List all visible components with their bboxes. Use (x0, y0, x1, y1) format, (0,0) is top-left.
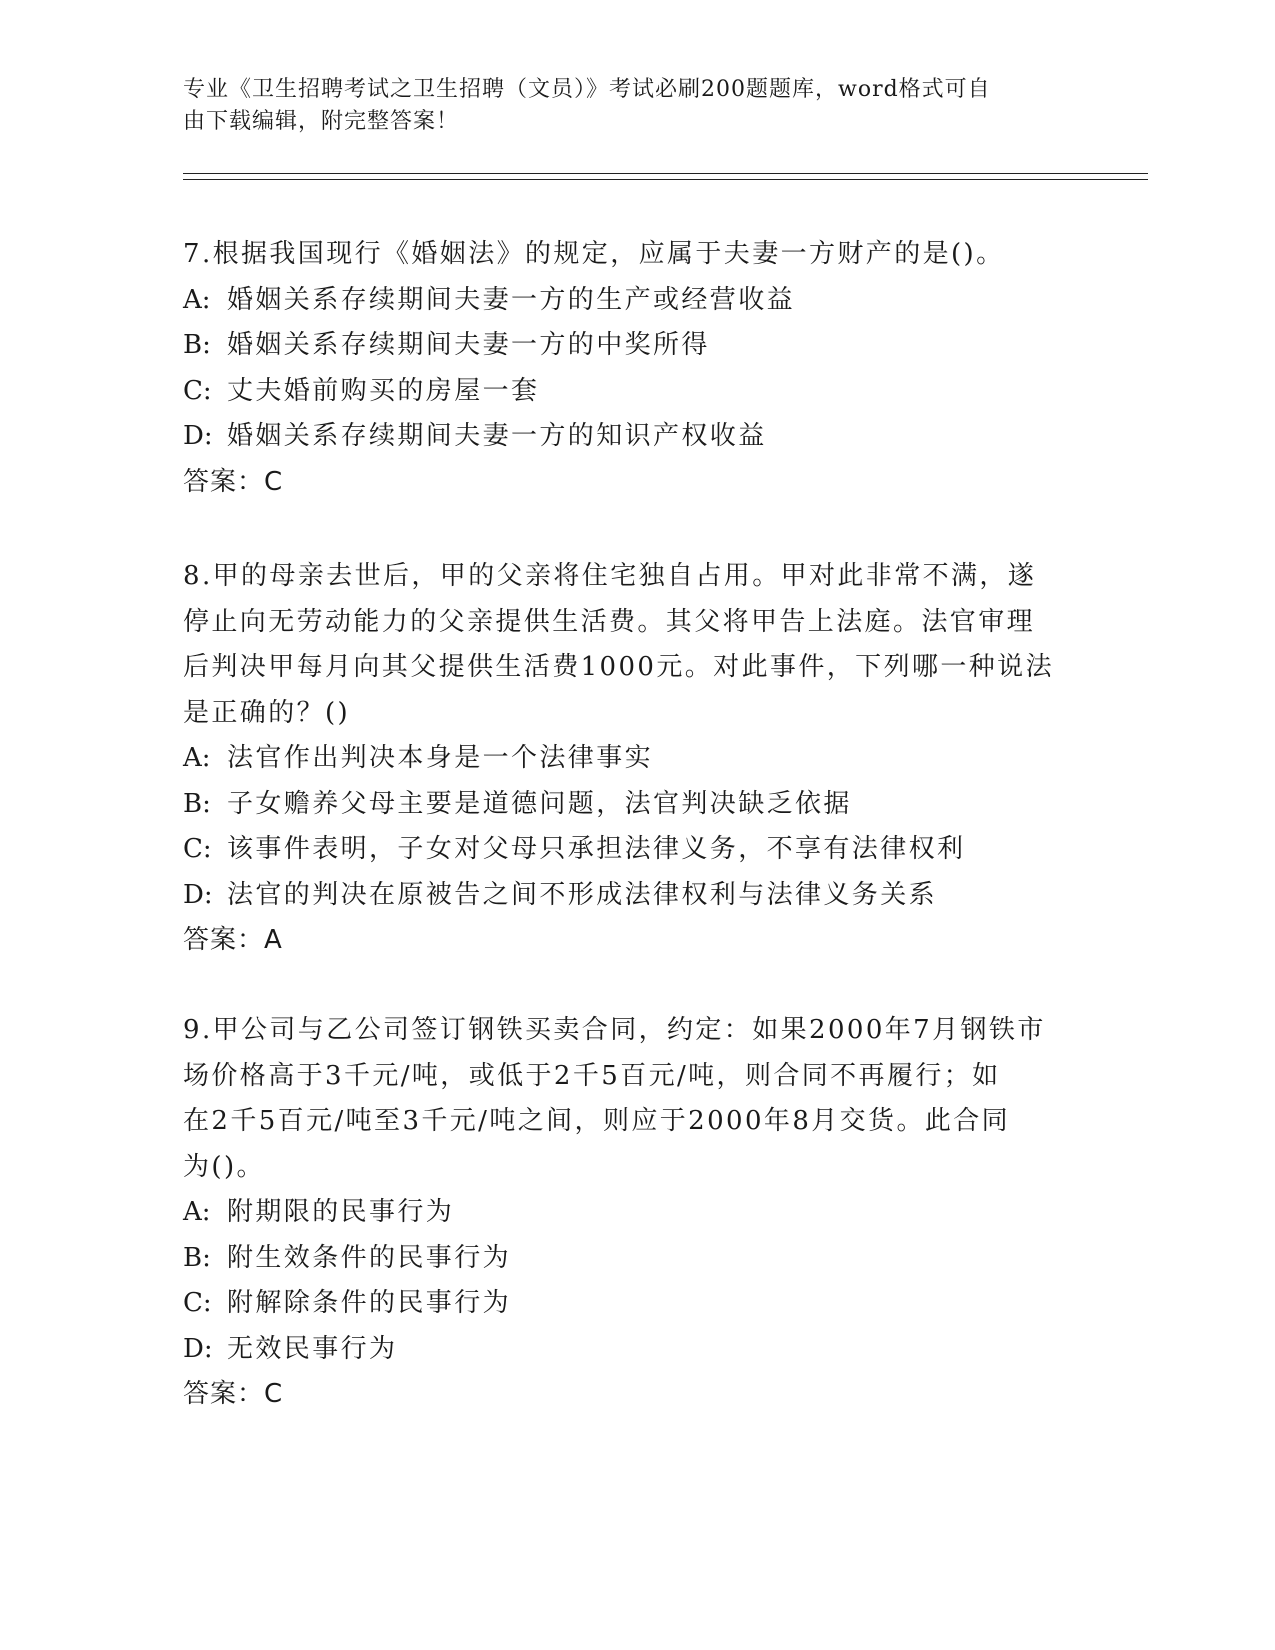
option-letter: D: (183, 879, 213, 910)
option-c (183, 827, 1063, 873)
option-letter: B: (183, 788, 211, 819)
option-text: 附生效条件的民事行为 (227, 1242, 512, 1273)
option-text: 法官的判决在原被告之间不形成法律权利与法律义务关系 (227, 879, 938, 910)
option-letter: C: (183, 834, 212, 864)
option-letter: C: (183, 1288, 212, 1318)
question-stem-line: 是正确的？() (183, 697, 351, 728)
option-letter: A: (183, 1197, 211, 1227)
option-c (183, 369, 1063, 415)
option-letter: B: (183, 1242, 211, 1273)
option-c (183, 1281, 1063, 1327)
option-text: 附解除条件的民事行为 (227, 1288, 512, 1318)
question-7 (183, 232, 1063, 505)
answer-line: 答案：C (183, 1379, 284, 1409)
option-text: 附期限的民事行为 (227, 1197, 455, 1227)
question-stem-line: 为()。 (183, 1151, 265, 1182)
header-line-1: 专业《卫生招聘考试之卫生招聘（文员）》考试必刷200题题库，word格式可自 (183, 77, 991, 102)
option-b (183, 1236, 1063, 1282)
answer-line: 答案：C (183, 466, 284, 497)
option-d (183, 873, 1063, 919)
option-text: 无效民事行为 (227, 1333, 398, 1364)
option-text: 法官作出判决本身是一个法律事实 (227, 743, 654, 773)
option-b (183, 323, 1063, 369)
header-line-2: 由下载编辑，附完整答案！ (183, 109, 460, 134)
option-a (183, 278, 1063, 324)
option-letter: A: (183, 284, 211, 315)
option-b (183, 782, 1063, 828)
question-stem-line: 7.根据我国现行《婚姻法》的规定，应属于夫妻一方财产的是()。 (183, 239, 1005, 269)
option-text: 子女赡养父母主要是道德问题，法官判决缺乏依据 (227, 788, 852, 819)
option-text: 婚姻关系存续期间夫妻一方的知识产权收益 (227, 421, 767, 451)
header-divider-bottom (183, 179, 1148, 180)
option-d (183, 1327, 1063, 1373)
option-letter: C: (183, 375, 212, 406)
option-d (183, 414, 1063, 460)
question-stem-line: 停止向无劳动能力的父亲提供生活费。其父将甲告上法庭。法官审理 (183, 606, 1036, 637)
option-a (183, 736, 1063, 782)
question-stem-line: 场价格高于3千元/吨，或低于2千5百元/吨，则合同不再履行；如 (183, 1060, 1001, 1091)
option-text: 婚姻关系存续期间夫妻一方的中奖所得 (227, 330, 710, 360)
option-letter: D: (183, 1333, 213, 1364)
option-a (183, 1190, 1063, 1236)
question-stem (183, 554, 1063, 736)
question-stem-line: 在2千5百元/吨至3千元/吨之间，则应于2000年8月交货。此合同 (183, 1106, 1011, 1136)
option-text: 婚姻关系存续期间夫妻一方的生产或经营收益 (227, 284, 796, 315)
question-stem (183, 232, 1063, 278)
question-9 (183, 1008, 1063, 1418)
question-stem-line: 8.甲的母亲去世后，甲的父亲将住宅独自占用。甲对此非常不满，遂 (183, 561, 1037, 591)
option-letter: A: (183, 743, 211, 773)
question-8 (183, 554, 1063, 964)
answer-line: 答案：A (183, 925, 283, 955)
document-header (183, 74, 1063, 138)
question-stem (183, 1008, 1063, 1190)
question-stem-line: 后判决甲每月向其父提供生活费1000元。对此事件，下列哪一种说法 (183, 652, 1054, 682)
option-text: 该事件表明，子女对父母只承担法律义务，不享有法律权利 (227, 834, 966, 864)
question-stem-line: 9.甲公司与乙公司签订钢铁买卖合同，约定：如果2000年7月钢铁市 (183, 1015, 1046, 1045)
option-text: 丈夫婚前购买的房屋一套 (227, 375, 540, 406)
option-letter: D: (183, 421, 213, 451)
header-divider-top (183, 173, 1148, 174)
option-letter: B: (183, 330, 211, 360)
